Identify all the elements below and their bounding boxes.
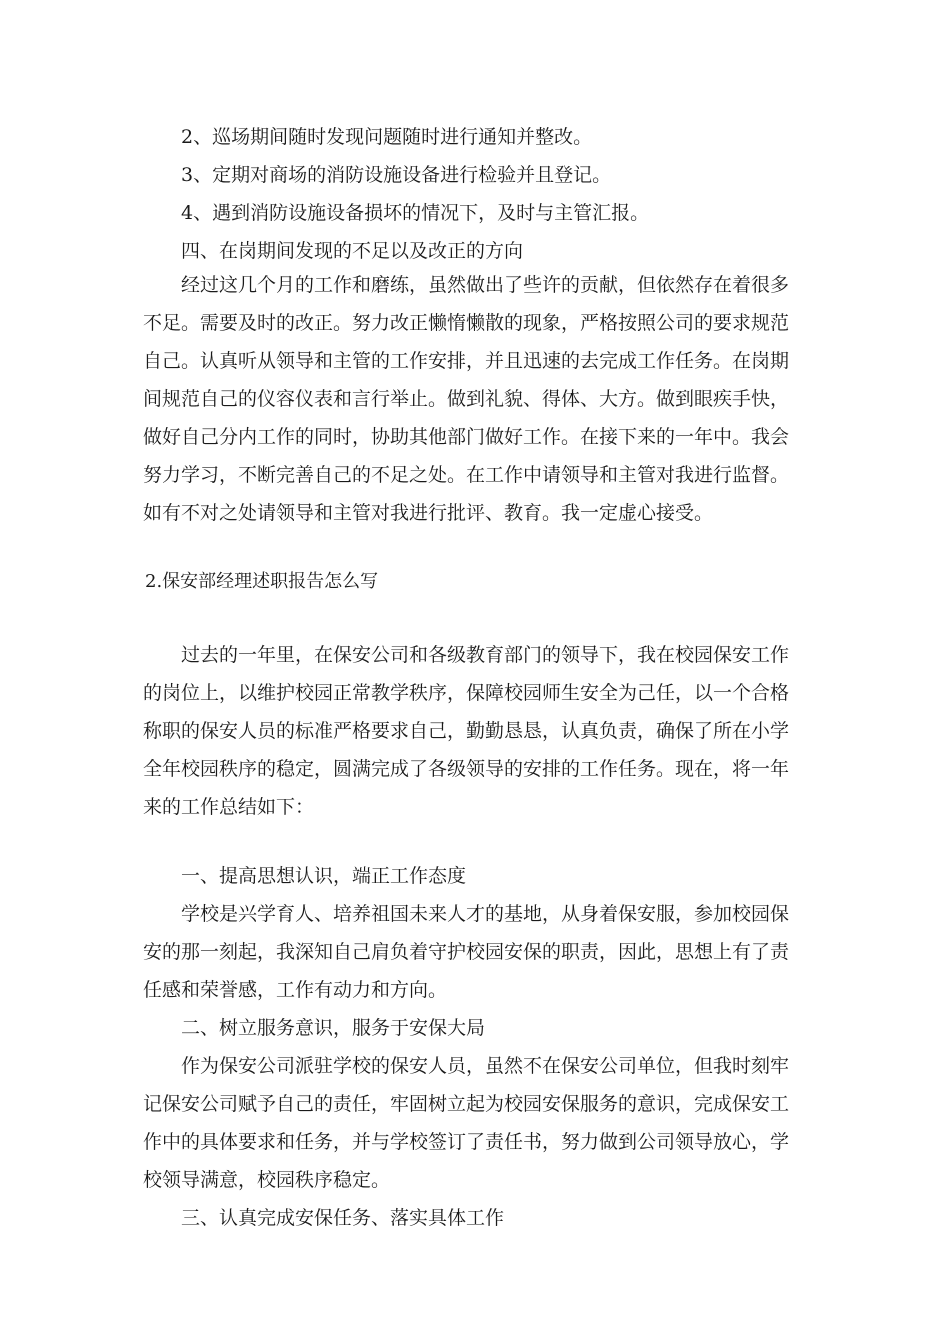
list-item: 4、遇到消防设施设备损坏的情况下，及时与主管汇报。 [181, 202, 650, 224]
paragraph-line: 记保安公司赋予自己的责任，牢固树立起为校园安保服务的意识，完成保安工 [143, 1093, 790, 1115]
paragraph-line: 学校是兴学育人、培养祖国未来人才的基地，从身着保安服，参加校园保 [181, 903, 790, 925]
paragraph-line: 做好自己分内工作的同时，协助其他部门做好工作。在接下来的一年中。我会 [143, 426, 790, 448]
paragraph-line: 如有不对之处请领导和主管对我进行批评、教育。我一定虚心接受。 [143, 502, 714, 524]
paragraph-line: 努力学习，不断完善自己的不足之处。在工作中请领导和主管对我进行监督。 [143, 464, 790, 486]
paragraph-line: 的岗位上，以维护校园正常教学秩序，保障校园师生安全为己任，以一个合格 [143, 682, 790, 704]
paragraph-line: 过去的一年里，在保安公司和各级教育部门的领导下，我在校园保安工作 [181, 644, 790, 666]
paragraph-line: 来的工作总结如下： [143, 796, 315, 818]
paragraph-line: 不足。需要及时的改正。努力改正懒惰懒散的现象，严格按照公司的要求规范 [143, 312, 790, 334]
paragraph-line: 校领导满意，校园秩序稳定。 [143, 1169, 391, 1191]
subheading: 四、在岗期间发现的不足以及改正的方向 [181, 240, 524, 262]
subheading: 三、认真完成安保任务、落实具体工作 [181, 1207, 505, 1229]
paragraph-line: 作中的具体要求和任务，并与学校签订了责任书，努力做到公司领导放心，学 [143, 1131, 790, 1153]
section-title: 2.保安部经理述职报告怎么写 [145, 571, 379, 592]
list-item: 3、定期对商场的消防设施设备进行检验并且登记。 [181, 164, 612, 186]
paragraph-line: 经过这几个月的工作和磨练，虽然做出了些许的贡献，但依然存在着很多 [181, 274, 790, 296]
list-item: 2、巡场期间随时发现问题随时进行通知并整改。 [181, 126, 593, 148]
paragraph-line: 自己。认真听从领导和主管的工作安排，并且迅速的去完成工作任务。在岗期 [143, 350, 790, 372]
paragraph-line: 称职的保安人员的标准严格要求自己，勤勤恳恳，认真负责，确保了所在小学 [143, 720, 790, 742]
paragraph-line: 全年校园秩序的稳定，圆满完成了各级领导的安排的工作任务。现在，将一年 [143, 758, 790, 780]
paragraph-line: 任感和荣誉感，工作有动力和方向。 [143, 979, 448, 1001]
paragraph-line: 作为保安公司派驻学校的保安人员，虽然不在保安公司单位，但我时刻牢 [181, 1055, 790, 1077]
subheading: 一、提高思想认识，端正工作态度 [181, 865, 467, 887]
paragraph-line: 间规范自己的仪容仪表和言行举止。做到礼貌、得体、大方。做到眼疾手快， [143, 388, 790, 410]
paragraph-line: 安的那一刻起，我深知自己肩负着守护校园安保的职责，因此，思想上有了责 [143, 941, 790, 963]
subheading: 二、树立服务意识，服务于安保大局 [181, 1017, 486, 1039]
